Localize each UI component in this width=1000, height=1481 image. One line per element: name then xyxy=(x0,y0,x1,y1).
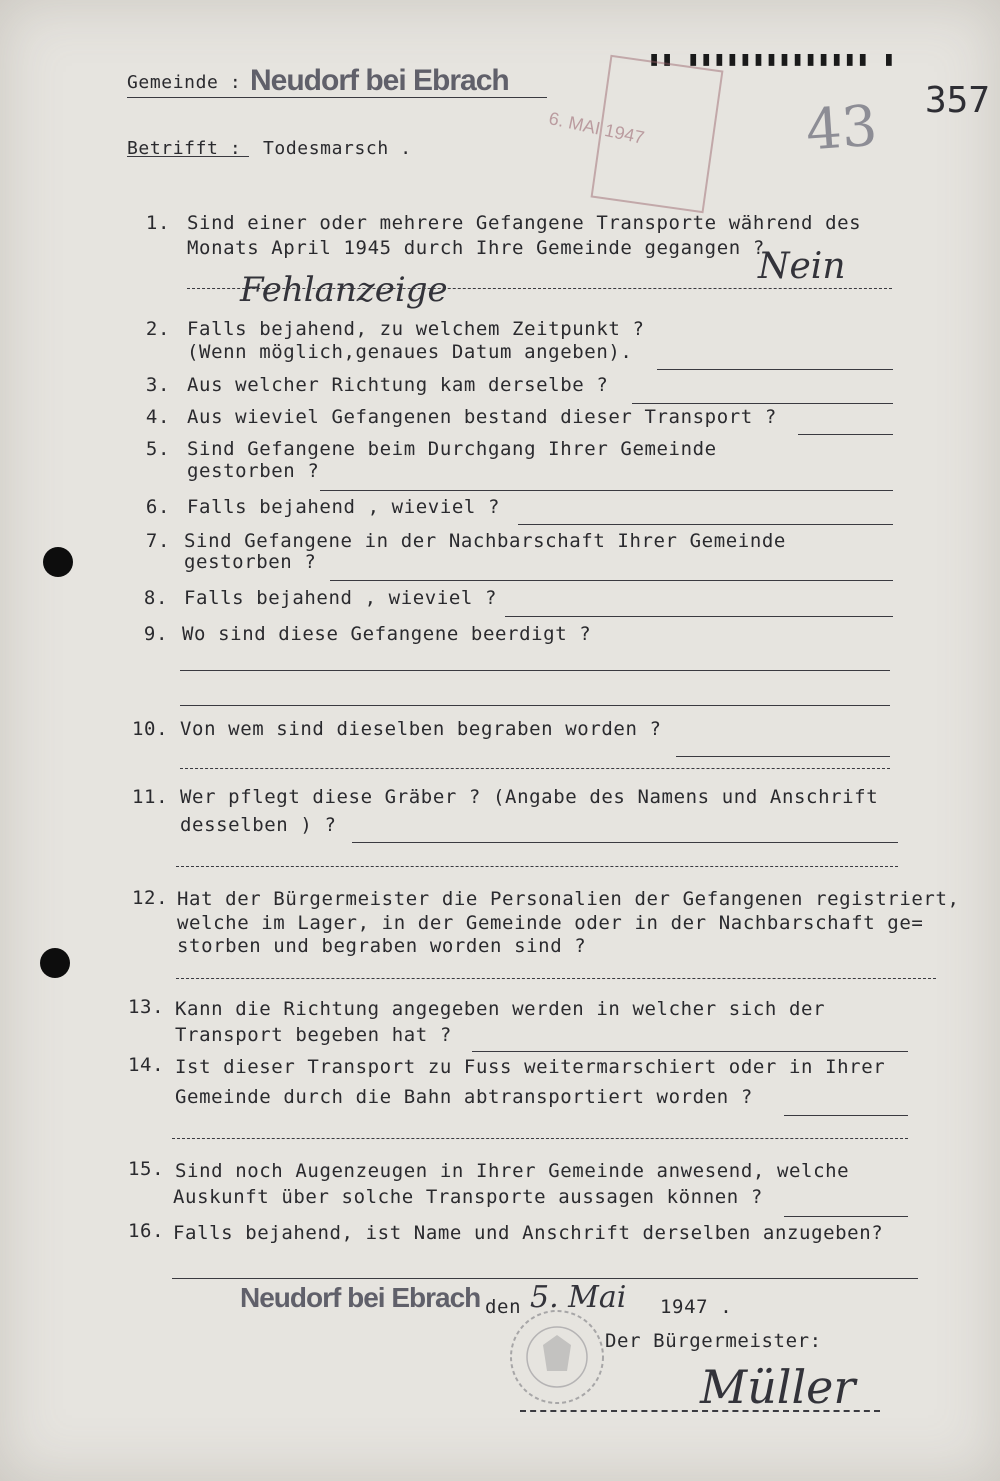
answer-line xyxy=(472,1051,908,1052)
question-number: 2. xyxy=(145,318,170,340)
question-number: 16. xyxy=(128,1220,165,1242)
question-number: 15. xyxy=(128,1158,165,1180)
answer-line xyxy=(187,288,892,289)
question-text: Sind einer oder mehrere Gefangene Transporte während des xyxy=(187,212,862,234)
question-number: 3. xyxy=(145,374,170,396)
question-text: Falls bejahend, ist Name und Anschrift derselben anzugeben? xyxy=(173,1222,884,1244)
answer-line xyxy=(784,1115,908,1116)
handwritten-answer-nein: Nein xyxy=(758,246,846,287)
answer-line xyxy=(180,768,890,769)
redacted-header-text: ▮▮ ▮▮▮▮▮▮▮▮▮▮▮▮▮▮ ▮ xyxy=(648,46,896,70)
question-text: Sind Gefangene in der Nachbarschaft Ihrer Gemeinde xyxy=(184,530,786,552)
answer-line xyxy=(330,580,893,581)
question-text: Monats April 1945 durch Ihre Gemeinde gegangen ? xyxy=(187,237,765,259)
question-text: Wer pflegt diese Gräber ? (Angabe des Namens und Anschrift xyxy=(180,786,879,808)
punch-hole-bottom xyxy=(40,948,70,978)
gemeinde-underline xyxy=(127,97,547,98)
answer-line xyxy=(176,978,936,979)
page-number: 357 xyxy=(925,80,991,121)
question-number: 6. xyxy=(145,496,170,518)
mayor-signature: Müller xyxy=(700,1360,856,1414)
answer-line xyxy=(657,369,893,370)
betrifft-underline xyxy=(127,156,249,157)
date-prefix: den xyxy=(485,1296,522,1318)
answer-line xyxy=(320,490,893,491)
question-text: Kann die Richtung angegeben werden in welcher sich der xyxy=(175,998,826,1020)
question-text: Falls bejahend , wieviel ? xyxy=(187,496,501,518)
question-number: 8. xyxy=(143,587,168,609)
question-text: Wo sind diese Gefangene beerdigt ? xyxy=(182,623,592,645)
question-number: 12. xyxy=(132,887,169,909)
question-text: Transport begeben hat ? xyxy=(175,1024,452,1046)
question-text: desselben ) ? xyxy=(180,814,337,836)
received-stamp-date: 6. MAI 1947 xyxy=(547,108,647,148)
answer-line xyxy=(676,756,890,757)
question-number: 1. xyxy=(145,212,170,234)
answer-line xyxy=(172,1278,918,1279)
gemeinde-label: Gemeinde : xyxy=(127,72,242,93)
question-text: Sind Gefangene beim Durchgang Ihrer Gemeinde xyxy=(187,438,717,460)
question-text: storben und begraben worden sind ? xyxy=(177,935,587,957)
handwritten-fehlanzeige: Fehlanzeige xyxy=(240,270,448,310)
question-text: Falls bejahend , wieviel ? xyxy=(184,587,498,609)
question-text: Auskunft über solche Transporte aussagen können ? xyxy=(173,1186,763,1208)
pencil-note: 43 xyxy=(803,93,880,164)
place-stamp: Neudorf bei Ebrach xyxy=(240,1282,481,1313)
betrifft-label: Betrifft : xyxy=(127,138,242,159)
mayor-label: Der Bürgermeister: xyxy=(605,1330,822,1352)
answer-line xyxy=(176,866,898,867)
handwritten-date: 5. Mai xyxy=(530,1280,627,1315)
question-number: 7. xyxy=(145,530,170,552)
punch-hole-top xyxy=(43,547,73,577)
question-text: welche im Lager, in der Gemeinde oder in der Nachbarschaft ge= xyxy=(177,912,924,934)
question-text: Ist dieser Transport zu Fuss weitermarschiert oder in Ihrer xyxy=(175,1056,886,1078)
question-text: (Wenn möglich,genaues Datum angeben). xyxy=(187,341,633,363)
question-number: 14. xyxy=(128,1054,165,1076)
betrifft-value: Todesmarsch . xyxy=(263,138,412,159)
answer-line xyxy=(798,434,893,435)
signature-line xyxy=(520,1410,880,1412)
question-text: Aus welcher Richtung kam derselbe ? xyxy=(187,374,609,396)
question-number: 11. xyxy=(132,786,169,808)
question-text: Gemeinde durch die Bahn abtransportiert worden ? xyxy=(175,1086,753,1108)
answer-line xyxy=(632,403,893,404)
answer-line xyxy=(518,524,893,525)
answer-line xyxy=(784,1216,908,1217)
answer-line xyxy=(180,705,890,706)
question-text: Hat der Bürgermeister die Personalien der Gefangenen registriert, xyxy=(177,888,960,910)
question-text: gestorben ? xyxy=(187,460,320,482)
answer-line xyxy=(180,670,890,671)
gemeinde-stamp: Neudorf bei Ebrach xyxy=(250,64,509,97)
answer-line xyxy=(352,842,898,843)
year-text: 1947 . xyxy=(660,1296,733,1318)
question-number: 5. xyxy=(145,438,170,460)
question-number: 9. xyxy=(143,623,168,645)
question-text: Falls bejahend, zu welchem Zeitpunkt ? xyxy=(187,318,645,340)
official-seal-icon xyxy=(495,1305,635,1415)
question-number: 4. xyxy=(145,406,170,428)
question-text: gestorben ? xyxy=(184,551,317,573)
answer-line xyxy=(505,616,893,617)
question-text: Aus wieviel Gefangenen bestand dieser Transport ? xyxy=(187,406,777,428)
answer-line xyxy=(172,1138,908,1139)
question-number: 13. xyxy=(128,996,165,1018)
question-text: Sind noch Augenzeugen in Ihrer Gemeinde anwesend, welche xyxy=(175,1160,850,1182)
question-text: Von wem sind dieselben begraben worden ? xyxy=(180,718,662,740)
question-number: 10. xyxy=(132,718,169,740)
